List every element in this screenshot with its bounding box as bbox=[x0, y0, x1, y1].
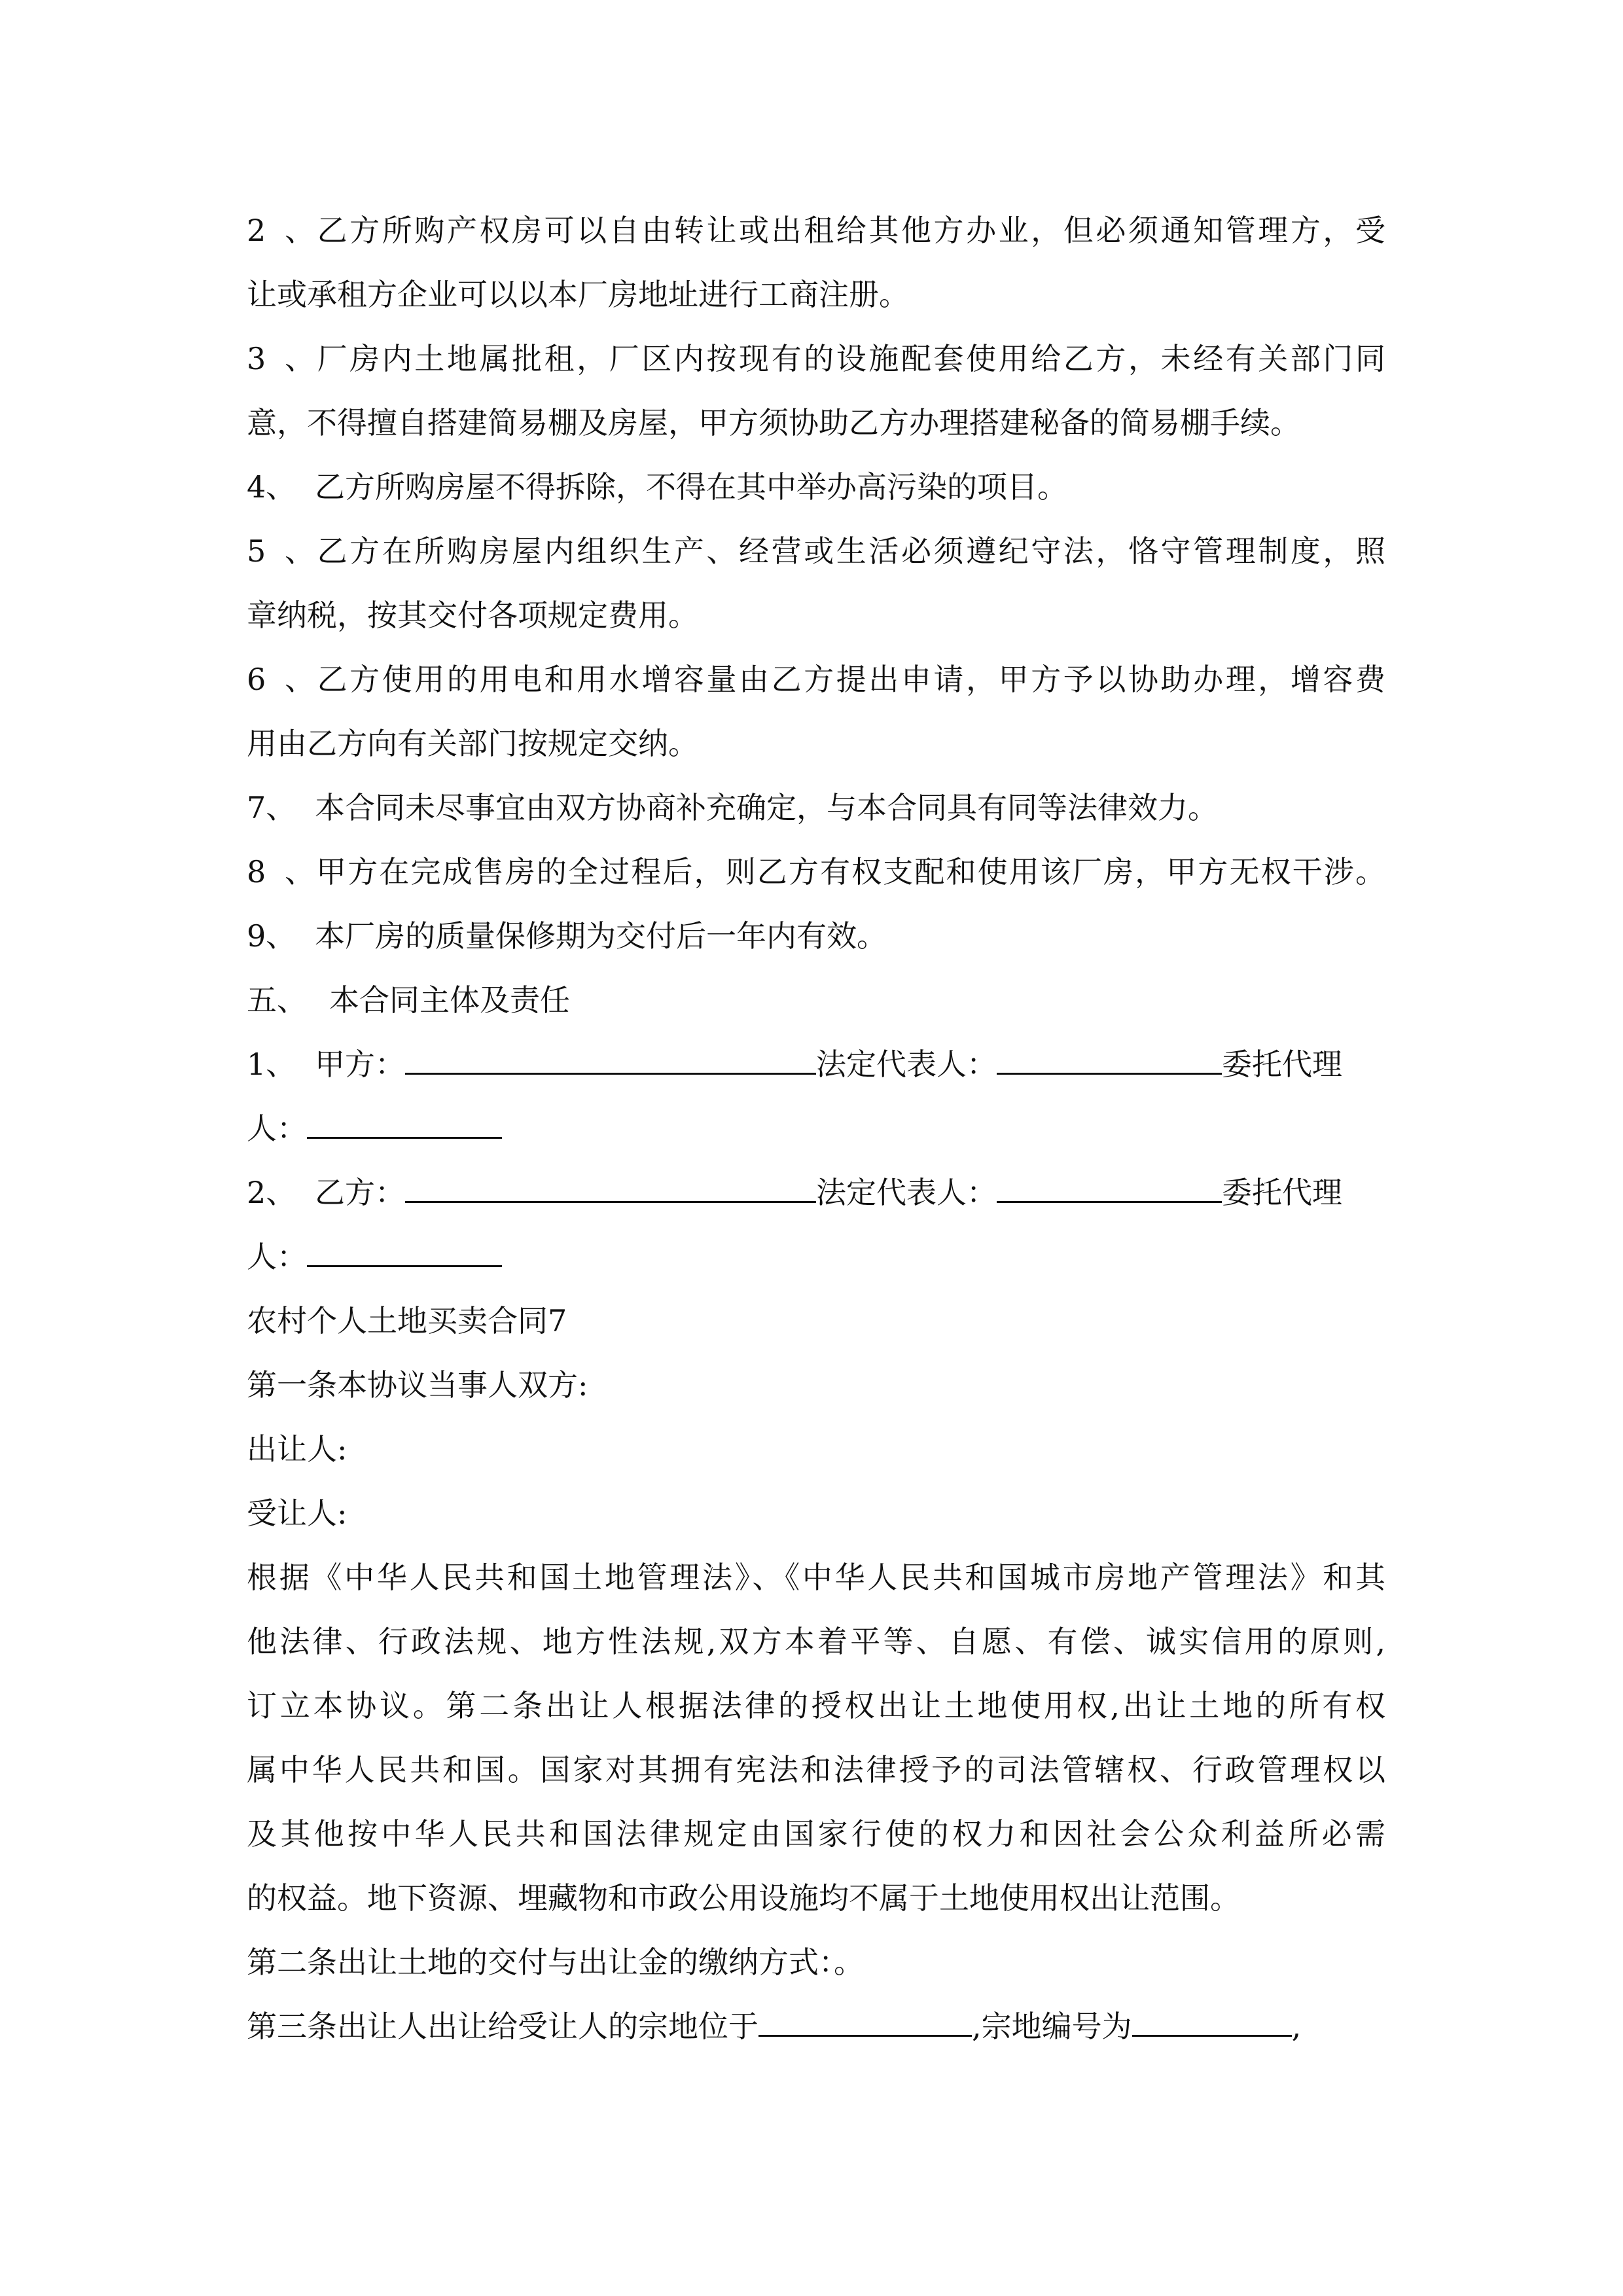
clause-text: 本合同未尽事宜由双方协商补充确定，与本合同具有同等法律效力。 bbox=[315, 790, 1218, 825]
document-page bbox=[247, 198, 1385, 2058]
clause-9 bbox=[247, 904, 1385, 968]
rep-label: 法定代表人： bbox=[816, 1047, 997, 1082]
section-title: 本合同主体及责任 bbox=[329, 982, 570, 1018]
paragraph-line: 订立本协议。第二条出让人根据法律的授权出让土地使用权,出让土地的所有权 bbox=[247, 1688, 1385, 1723]
clause-6 bbox=[247, 647, 1385, 711]
agent-label: 委托代理 bbox=[1222, 1175, 1342, 1210]
clause-number: 2、 bbox=[247, 213, 315, 248]
party-label: 乙方： bbox=[315, 1175, 405, 1210]
paragraph-line: 的权益。地下资源、埋藏物和市政公用设施均不属于土地使用权出让范围。 bbox=[247, 1880, 1240, 1916]
party-number: 2、 bbox=[247, 1175, 296, 1210]
section-heading bbox=[247, 968, 1385, 1032]
paragraph-line: 他法律、行政法规、地方性法规,双方本着平等、自愿、有偿、诚实信用的原则, bbox=[247, 1624, 1385, 1659]
clause-number: 4、 bbox=[247, 469, 296, 505]
clause-number: 3、 bbox=[247, 341, 315, 376]
rep-blank bbox=[997, 1175, 1222, 1203]
clause-text: 乙方在所购房屋内组织生产、经营或生活必须遵纪守法，恪守管理制度，照 bbox=[315, 533, 1385, 569]
article-3-parcel-label: ,宗地编号为 bbox=[972, 2009, 1132, 2044]
clause-number: 6、 bbox=[247, 662, 315, 697]
agent-label: 委托代理 bbox=[1222, 1047, 1342, 1082]
paragraph-line: 根据《中华人民共和国土地管理法》、《中华人民共和国城市房地产管理法》和其 bbox=[247, 1560, 1385, 1595]
paragraph-line: 及其他按中华人民共和国法律规定由国家行使的权力和因社会公众利益所必需 bbox=[247, 1816, 1385, 1852]
article-3 bbox=[247, 1994, 1385, 2058]
clause-2 bbox=[247, 198, 1385, 262]
paragraph-line: 属中华人民共和国。国家对其拥有宪法和法律授予的司法管辖权、行政管理权以 bbox=[247, 1752, 1385, 1787]
agent-blank bbox=[307, 1111, 502, 1139]
clause-4 bbox=[247, 455, 1385, 519]
agent-blank bbox=[307, 1239, 502, 1267]
clause-text: 厂房内土地属批租，厂区内按现有的设施配套使用给乙方，未经有关部门同 bbox=[315, 341, 1385, 376]
clause-5 bbox=[247, 519, 1385, 583]
party-name-blank bbox=[405, 1175, 816, 1203]
rep-label: 法定代表人： bbox=[816, 1175, 997, 1210]
agent-label-cont: 人： bbox=[247, 1111, 307, 1146]
clause-text: 本厂房的质量保修期为交付后一年内有效。 bbox=[315, 918, 887, 954]
clause-3 bbox=[247, 327, 1385, 391]
contract-title: 农村个人土地买卖合同7 bbox=[247, 1303, 567, 1338]
section-number: 五、 bbox=[247, 982, 307, 1018]
clause-number: 9、 bbox=[247, 918, 296, 954]
clause-2-continued: 让或承租方企业可以以本厂房地址进行工商注册。 bbox=[247, 277, 909, 312]
transferee-label: 受让人: bbox=[247, 1496, 348, 1531]
parcel-number-blank bbox=[1132, 2009, 1292, 2037]
clause-text: 乙方使用的用电和用水增容量由乙方提出申请，甲方予以协助办理，增容费 bbox=[315, 662, 1385, 697]
party-b-row bbox=[247, 1160, 1385, 1225]
article-2: 第二条出让土地的交付与出让金的缴纳方式：。 bbox=[247, 1945, 864, 1980]
party-a-agent-row bbox=[247, 1096, 1385, 1160]
article-3-text: 第三条出让人出让给受让人的宗地位于 bbox=[247, 2009, 758, 2044]
clause-text: 甲方在完成售房的全过程后，则乙方有权支配和使用该厂房，甲方无权干涉。 bbox=[315, 854, 1385, 889]
clause-number: 7、 bbox=[247, 790, 296, 825]
clause-5-continued: 章纳税，按其交付各项规定费用。 bbox=[247, 598, 698, 633]
article-1: 第一条本协议当事人双方: bbox=[247, 1367, 588, 1403]
party-a-row bbox=[247, 1032, 1385, 1096]
article-3-comma: , bbox=[1291, 2009, 1302, 2044]
transferor-label: 出让人: bbox=[247, 1431, 348, 1467]
clause-7 bbox=[247, 776, 1385, 840]
clause-number: 5、 bbox=[247, 533, 315, 569]
clause-8 bbox=[247, 840, 1385, 904]
party-b-agent-row bbox=[247, 1225, 1385, 1289]
agent-label-cont: 人： bbox=[247, 1239, 307, 1274]
party-label: 甲方： bbox=[315, 1047, 405, 1082]
party-number: 1、 bbox=[247, 1047, 296, 1082]
clause-text: 乙方所购房屋不得拆除，不得在其中举办高污染的项目。 bbox=[315, 469, 1067, 505]
clause-3-continued: 意，不得擅自搭建简易棚及房屋，甲方须协助乙方办理搭建秘备的简易棚手续。 bbox=[247, 405, 1300, 440]
clause-text: 乙方所购产权房可以自由转让或出租给其他方办业，但必须通知管理方，受 bbox=[315, 213, 1385, 248]
rep-blank bbox=[997, 1047, 1222, 1075]
clause-6-continued: 用由乙方向有关部门按规定交纳。 bbox=[247, 726, 698, 761]
party-name-blank bbox=[405, 1047, 816, 1075]
location-blank bbox=[758, 2009, 972, 2037]
clause-number: 8、 bbox=[247, 854, 315, 889]
